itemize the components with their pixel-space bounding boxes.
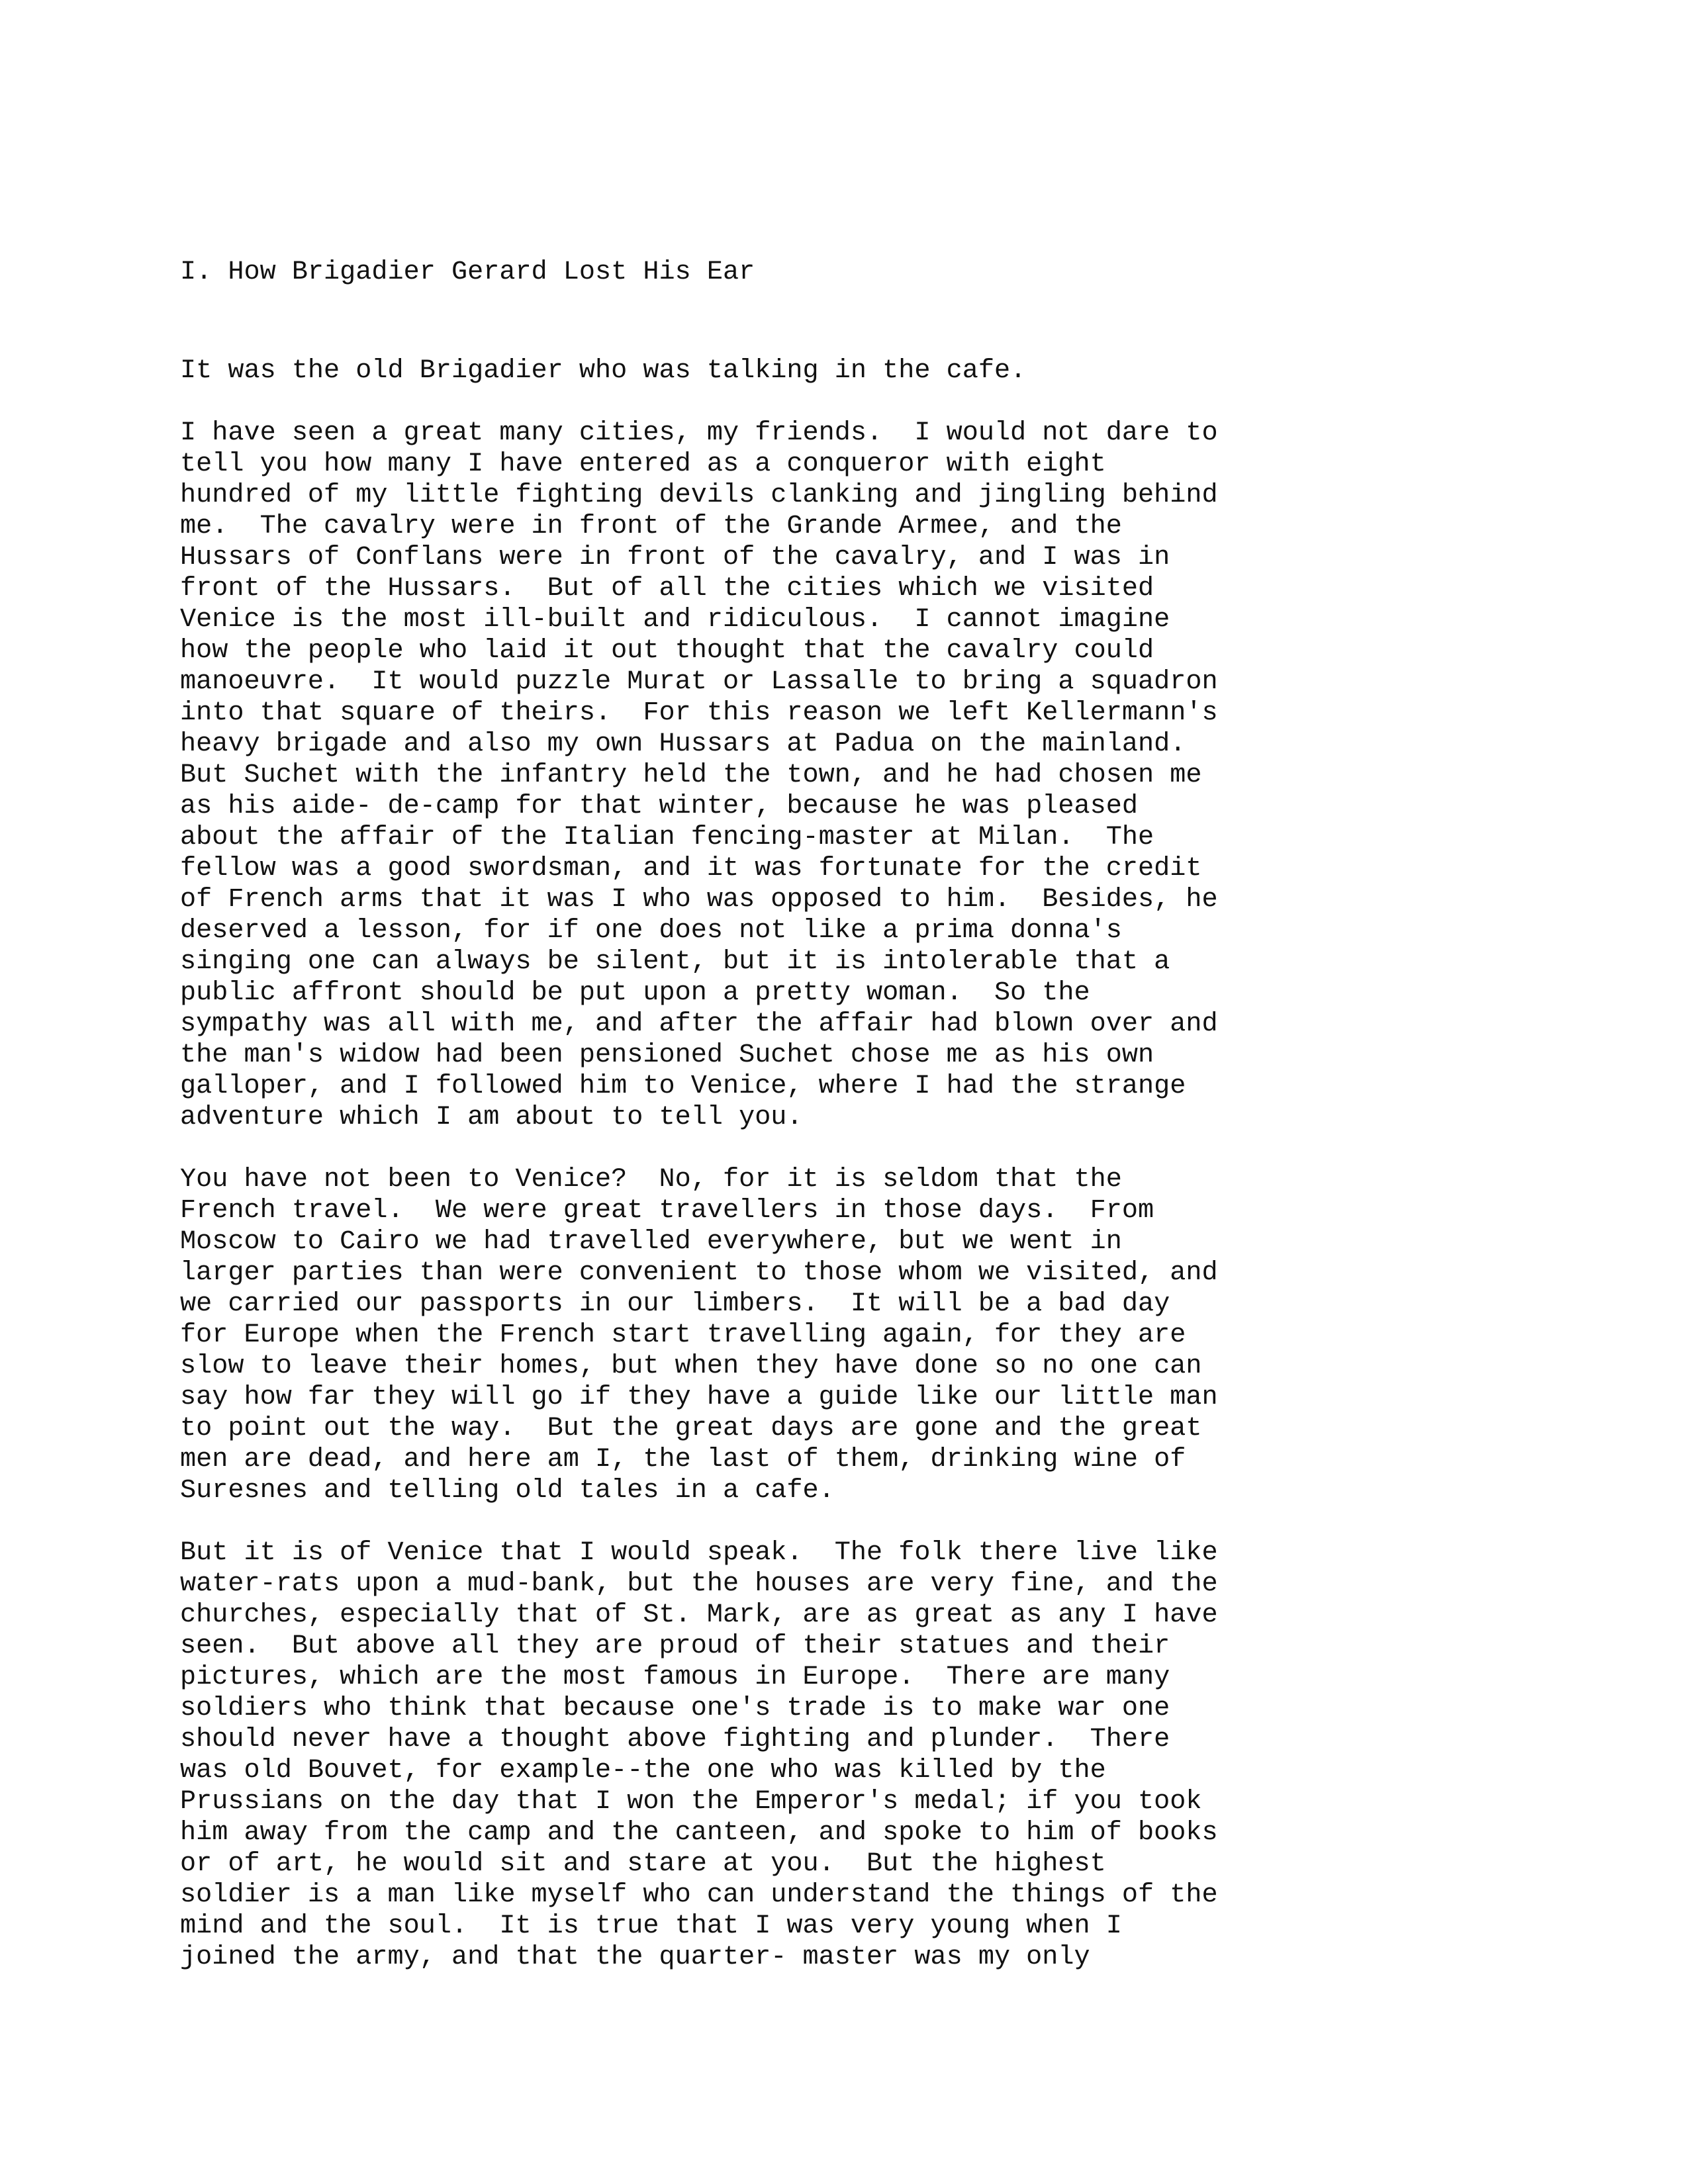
text-line: Prussians on the day that I won the Emperor's medal; if you took — [180, 1787, 1202, 1817]
text-line: soldier is a man like myself who can understand the things of the — [180, 1880, 1218, 1910]
paragraph — [180, 1164, 1497, 1506]
document-page — [180, 257, 1497, 2004]
text-line: galloper, and I followed him to Venice, where I had the strange — [180, 1071, 1186, 1101]
paragraph — [180, 355, 1497, 387]
text-line: heavy brigade and also my own Hussars at Padua on the mainland. — [180, 729, 1186, 759]
text-line: singing one can always be silent, but it is intolerable that a — [180, 947, 1170, 977]
text-line: pictures, which are the most famous in Europe. There are many — [180, 1662, 1170, 1692]
text-line: for Europe when the French start travelling again, for they are — [180, 1320, 1186, 1350]
text-line: But it is of Venice that I would speak. The folk there live like — [180, 1538, 1218, 1568]
text-line: French travel. We were great travellers in those days. From — [180, 1196, 1154, 1226]
text-line: sympathy was all with me, and after the affair had blown over and — [180, 1009, 1218, 1039]
text-line: churches, especially that of St. Mark, are as great as any I have — [180, 1600, 1218, 1630]
text-line: tell you how many I have entered as a conqueror with eight — [180, 449, 1106, 479]
text-line: hundred of my little fighting devils clanking and jingling behind — [180, 480, 1218, 510]
paragraph — [180, 418, 1497, 1133]
text-line: manoeuvre. It would puzzle Murat or Lassalle to bring a squadron — [180, 667, 1218, 697]
text-line: seen. But above all they are proud of their statues and their — [180, 1631, 1170, 1661]
text-line: Suresnes and telling old tales in a cafe. — [180, 1476, 835, 1506]
text-line: mind and the soul. It is true that I was very young when I — [180, 1911, 1122, 1941]
chapter-title: I. How Brigadier Gerard Lost His Ear — [180, 257, 755, 287]
text-line: should never have a thought above fighting and plunder. There — [180, 1725, 1170, 1754]
text-line: soldiers who think that because one's trade is to make war one — [180, 1694, 1170, 1723]
text-line: about the affair of the Italian fencing-master at Milan. The — [180, 823, 1154, 852]
text-line: say how far they will go if they have a guide like our little man — [180, 1383, 1218, 1412]
text-line: we carried our passports in our limbers. It will be a bad day — [180, 1289, 1170, 1319]
text-line: men are dead, and here am I, the last of them, drinking wine of — [180, 1445, 1186, 1475]
document-body — [180, 355, 1497, 1973]
text-line: the man's widow had been pensioned Suchet chose me as his own — [180, 1040, 1154, 1070]
text-line: to point out the way. But the great days are gone and the great — [180, 1414, 1202, 1443]
text-line: how the people who laid it out thought that the cavalry could — [180, 636, 1154, 666]
paragraph — [180, 1537, 1497, 1973]
text-line: me. The cavalry were in front of the Grande Armee, and the — [180, 512, 1122, 541]
text-line: deserved a lesson, for if one does not like a prima donna's — [180, 916, 1122, 946]
text-line: adventure which I am about to tell you. — [180, 1103, 803, 1132]
text-line: fellow was a good swordsman, and it was fortunate for the credit — [180, 854, 1202, 884]
text-line: Hussars of Conflans were in front of the cavalry, and I was in — [180, 543, 1170, 572]
text-line: slow to leave their homes, but when they have done so no one can — [180, 1351, 1202, 1381]
text-line: Venice is the most ill-built and ridiculous. I cannot imagine — [180, 605, 1170, 635]
text-line: But Suchet with the infantry held the town, and he had chosen me — [180, 760, 1202, 790]
text-line: Moscow to Cairo we had travelled everywhere, but we went in — [180, 1227, 1122, 1257]
text-line: public affront should be put upon a pretty woman. So the — [180, 978, 1090, 1008]
text-line: of French arms that it was I who was opposed to him. Besides, he — [180, 885, 1218, 915]
text-line: him away from the camp and the canteen, and spoke to him of books — [180, 1818, 1218, 1848]
text-line: front of the Hussars. But of all the cities which we visited — [180, 574, 1154, 604]
text-line: water-rats upon a mud-bank, but the houses are very fine, and the — [180, 1569, 1218, 1599]
text-line: as his aide- de-camp for that winter, because he was pleased — [180, 792, 1138, 821]
text-line: You have not been to Venice? No, for it is seldom that the — [180, 1165, 1122, 1195]
text-line: I have seen a great many cities, my friends. I would not dare to — [180, 418, 1218, 448]
text-line: into that square of theirs. For this reason we left Kellermann's — [180, 698, 1218, 728]
text-line: joined the army, and that the quarter- master was my only — [180, 1942, 1090, 1972]
text-line: larger parties than were convenient to those whom we visited, and — [180, 1258, 1218, 1288]
text-line: was old Bouvet, for example--the one who was killed by the — [180, 1756, 1106, 1786]
text-line: or of art, he would sit and stare at you. But the highest — [180, 1849, 1106, 1879]
text-line: It was the old Brigadier who was talking in the cafe. — [180, 356, 1027, 386]
